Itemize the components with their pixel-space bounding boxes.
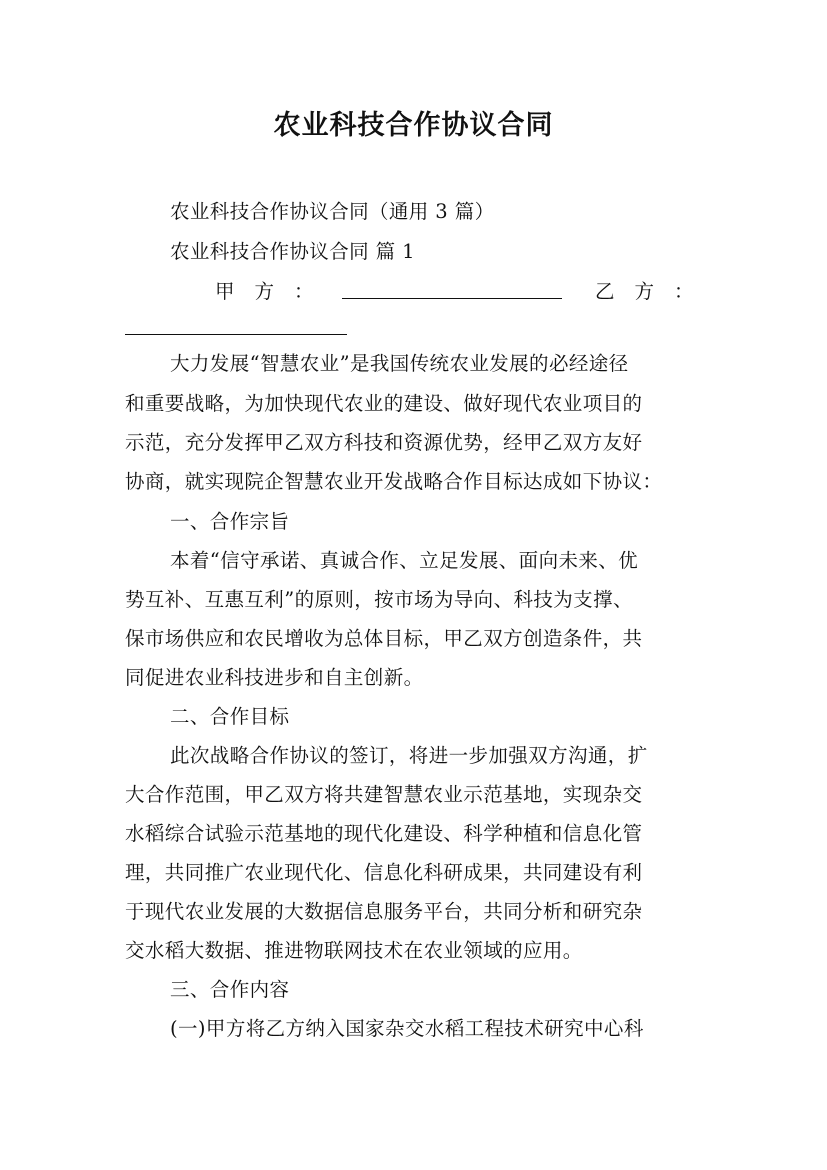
paragraph-line: (一)甲方将乙方纳入国家杂交水稻工程技术研究中心科 bbox=[170, 1017, 644, 1040]
paragraph-line: 保市场供应和农民增收为总体目标，甲乙双方创造条件，共 bbox=[125, 627, 643, 650]
paragraph-line: 水稻综合试验示范基地的现代化建设、科学种植和信息化管 bbox=[125, 822, 643, 845]
paragraph-line: 交水稻大数据、推进物联网技术在农业领域的应用。 bbox=[125, 939, 583, 962]
party-a-signature-line bbox=[342, 298, 562, 299]
section-heading: 农业科技合作协议合同 篇 1 bbox=[170, 240, 415, 263]
party-b-label: 乙方： bbox=[595, 280, 714, 303]
section-heading-1: 一、合作宗旨 bbox=[170, 510, 290, 533]
party-a-label: 甲方： bbox=[215, 280, 334, 303]
party-row bbox=[125, 276, 715, 308]
paragraph-line: 协商，就实现院企智慧农业开发战略合作目标达成如下协议： bbox=[125, 470, 663, 493]
paragraph-line: 理，共同推广农业现代化、信息化科研成果，共同建设有利 bbox=[125, 861, 643, 884]
paragraph-line: 示范，充分发挥甲乙双方科技和资源优势，经甲乙双方友好 bbox=[125, 431, 643, 454]
paragraph-line: 大力发展“智慧农业”是我国传统农业发展的必经途径 bbox=[170, 352, 629, 375]
party-b-signature-line bbox=[125, 334, 347, 335]
paragraph-line: 同促进农业科技进步和自主创新。 bbox=[125, 666, 424, 689]
paragraph-line: 势互补、互惠互利”的原则，按市场为导向、科技为支撑、 bbox=[125, 588, 633, 611]
paragraph-line: 本着“信守承诺、真诚合作、立足发展、面向未来、优 bbox=[170, 549, 639, 572]
section-heading-2: 二、合作目标 bbox=[170, 705, 290, 728]
paragraph-line: 此次战略合作协议的签订，将进一步加强双方沟通，扩 bbox=[170, 744, 648, 767]
paragraph-line: 于现代农业发展的大数据信息服务平台，共同分析和研究杂 bbox=[125, 900, 643, 923]
section-heading-3: 三、合作内容 bbox=[170, 978, 290, 1001]
document-title: 农业科技合作协议合同 bbox=[273, 110, 554, 141]
paragraph-line: 大合作范围，甲乙双方将共建智慧农业示范基地，实现杂交 bbox=[125, 783, 643, 806]
paragraph-line: 和重要战略，为加快现代农业的建设、做好现代农业项目的 bbox=[125, 392, 643, 415]
document-subtitle: 农业科技合作协议合同（通用 3 篇） bbox=[170, 200, 495, 223]
